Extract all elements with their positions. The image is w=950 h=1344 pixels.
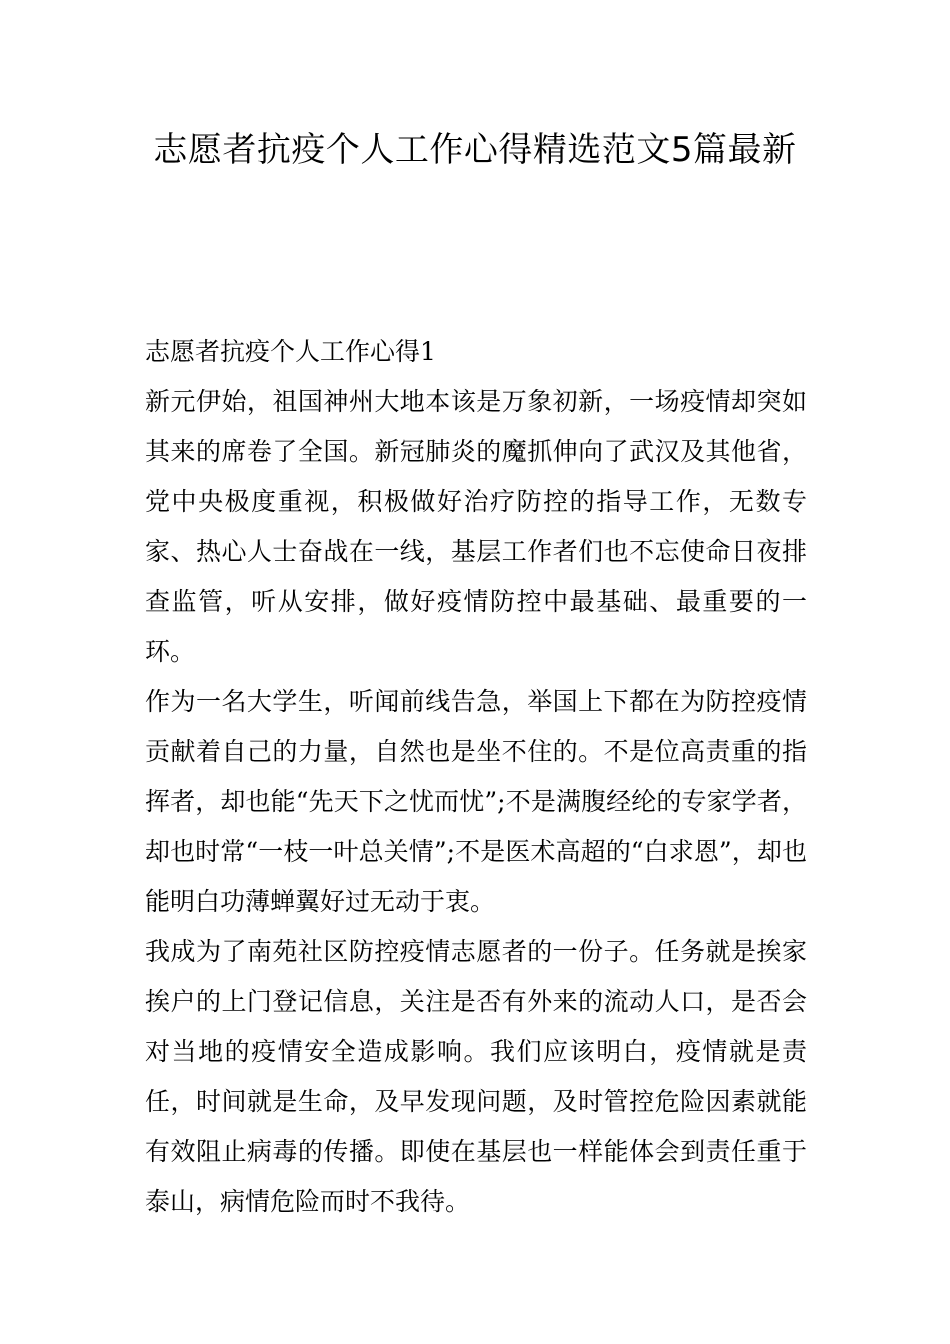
section-heading: 志愿者抗疫个人工作心得1 [145,337,436,366]
document-body [145,327,807,1227]
document-title: 志愿者抗疫个人工作心得精选范文5篇最新 [153,130,797,170]
paragraph-1: 新元伊始，祖国神州大地本该是万象初新，一场疫情却突如其来的席卷了全国。新冠肺炎的魔抓伸向了武汉及其他省，党中央极度重视，积极做好治疗防控的指导工作，无数专家、热心人士奋战在一线，基层工作者们也不忘使命日夜排查监管，听从安排，做好疫情防控中最基础、最重要的一环。 [145,387,807,666]
paragraph-3: 我成为了南苑社区防控疫情志愿者的一份子。任务就是挨家挨户的上门登记信息，关注是否有外来的流动人口，是否会对当地的疫情安全造成影响。我们应该明白，疫情就是责任，时间就是生命，及早发现问题，及时管控危险因素就能有效阻止病毒的传播。即使在基层也一样能体会到责任重于泰山，病情危险而时不我待。 [145,937,807,1216]
paragraph-2: 作为一名大学生，听闻前线告急，举国上下都在为防控疫情贡献着自己的力量，自然也是坐不住的。不是位高责重的指挥者，却也能“先天下之忧而忧”;不是满腹经纶的专家学者，却也时常“一枝一叶总关情”;不是医术高超的“白求恩”，却也能明白功薄蝉翼好过无动于衷。 [145,687,807,916]
